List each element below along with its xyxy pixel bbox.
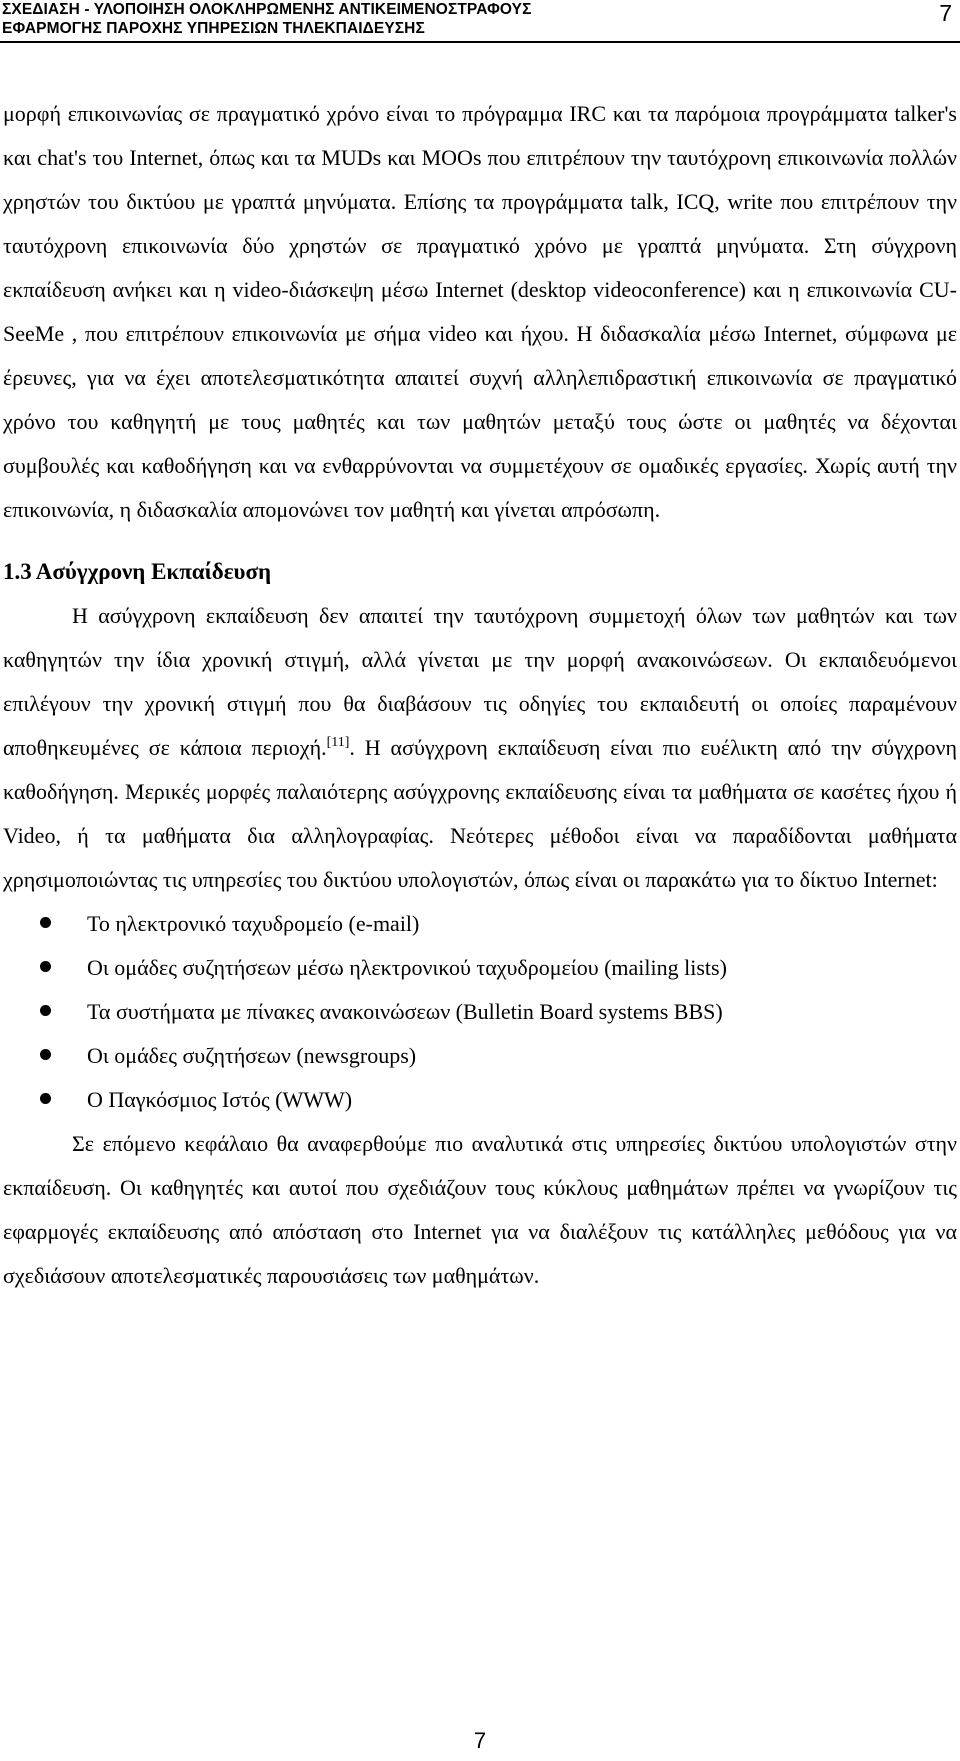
header-title-line-1: ΣΧΕΔΙΑΣΗ - ΥΛΟΠΟΙΗΣΗ ΟΛΟΚΛΗΡΩΜΕΝΗΣ ΑΝΤΙΚΕΙΜΕΝΟΣΤΡΑΦΟΥΣ <box>2 1 532 18</box>
header-divider <box>0 41 960 43</box>
paragraph-conclusion: Σε επόμενο κεφάλαιο θα αναφερθούμε πιο αναλυτικά στις υπηρεσίες δικτύου υπολογιστών στην εκπαίδευση. Οι καθηγητές και αυτοί που σχεδιάζουν τους κύκλους μαθημάτων πρέπει να γνωρίζουν τις εφαρμογές εκπαίδευσης από απόσταση στο Internet για να διαλέξουν τις κατάλληλες μεθόδους για να σχεδιάσουν αποτελεσματικές παρουσιάσεις των μαθημάτων. <box>3 1131 957 1288</box>
document-body <box>3 92 957 1298</box>
bullet-icon <box>40 1049 51 1060</box>
list-item <box>3 902 957 946</box>
paragraph-text-part-2: . Η ασύγχρονη εκπαίδευση είναι πιο ευέλικτη από την σύγχρονη καθοδήγηση. Μερικές μορφές παλαιότερης ασύγχρονης εκπαίδευσης είναι τα μαθήματα σε κασέτες ήχου ή Video, ή τα μαθήματα δια αλληλογραφίας. Νεότερες μέθοδοι είναι να παραδίδονται μαθήματα χρησιμοποιώντας τις υπηρεσίες του δικτύου υπολογιστών, όπως είναι οι παρακάτω για το δίκτυο Internet: <box>3 735 957 892</box>
citation-reference: [11] <box>326 735 350 750</box>
list-item <box>3 946 957 990</box>
paragraph-asynchronous-education <box>3 594 957 902</box>
list-item-text: Το ηλεκτρονικό ταχυδρομείο (e-mail) <box>87 911 420 936</box>
bullet-icon <box>40 917 51 928</box>
list-item-text: Τα συστήματα με πίνακες ανακοινώσεων (Bulletin Board systems BBS) <box>87 999 723 1024</box>
list-item <box>3 1078 957 1122</box>
internet-services-list <box>3 902 957 1122</box>
list-item-text: Οι ομάδες συζητήσεων μέσω ηλεκτρονικού ταχυδρομείου (mailing lists) <box>87 955 727 980</box>
list-item <box>3 1034 957 1078</box>
section-number: 1.3 <box>3 559 32 584</box>
bullet-icon <box>40 1005 51 1016</box>
header-page-number: 7 <box>939 0 952 26</box>
page-header <box>0 0 960 42</box>
bullet-icon <box>40 1093 51 1104</box>
footer-page-number: 7 <box>473 1728 487 1753</box>
list-item-text: Οι ομάδες συζητήσεων (newsgroups) <box>87 1043 417 1068</box>
bullet-icon <box>40 961 51 972</box>
header-title-line-2: ΕΦΑΡΜΟΓΗΣ ΠΑΡΟΧΗΣ ΥΠΗΡΕΣΙΩΝ ΤΗΛΕΚΠΑΙΔΕΥΣΗΣ <box>2 20 425 37</box>
list-item-text: Ο Παγκόσμιος Ιστός (WWW) <box>87 1087 353 1112</box>
section-title: Ασύγχρονη Εκπαίδευση <box>35 559 272 584</box>
list-item <box>3 990 957 1034</box>
section-heading <box>3 550 957 594</box>
paragraph-synchronous-communication: μορφή επικοινωνίας σε πραγματικό χρόνο είναι το πρόγραμμα IRC και τα παρόμοια προγράμματα talker's και chat's του Internet, όπως και τα MUDs και MOOs που επιτρέπουν την ταυτόχρονη επικοινωνία πολλών χρηστών του δικτύου με γραπτά μηνύματα. Επίσης τα προγράμματα talk, ICQ, write που επιτρέπουν την ταυτόχρονη επικοινωνία δύο χρηστών σε πραγματικό χρόνο με γραπτά μηνύματα. Στη σύγχρονη εκπαίδευση ανήκει και η video-διάσκεψη μέσω Internet (desktop videoconference) και η επικοινωνία CU-SeeMe , που επιτρέπουν επικοινωνία με σήμα video και ήχου. Η διδασκαλία μέσω Internet, σύμφωνα με έρευνες, για να έχει αποτελεσματικότητα απαιτεί συχνή αλληλεπιδραστική επικοινωνία σε πραγματικό χρόνο του καθηγητή με τους μαθητές και των μαθητών μεταξύ τους ώστε οι μαθητές να δέχονται συμβουλές και καθοδήγηση και να ενθαρρύνονται να συμμετέχουν σε ομαδικές εργασίες. Χωρίς αυτή την επικοινωνία, η διδασκαλία απομονώνει τον μαθητή και γίνεται απρόσωπη. <box>3 101 957 522</box>
paragraph-text-part-1: Η ασύγχρονη εκπαίδευση δεν απαιτεί την ταυτόχρονη συμμετοχή όλων των μαθητών και των καθηγητών την ίδια χρονική στιγμή, αλλά γίνεται με την μορφή ανακοινώσεων. Οι εκπαιδευόμενοι επιλέγουν την χρονική στιγμή που θα διαβάσουν τις οδηγίες του εκπαιδευτή οι οποίες παραμένουν αποθηκευμένες σε κάποια περιοχή. <box>3 603 957 760</box>
